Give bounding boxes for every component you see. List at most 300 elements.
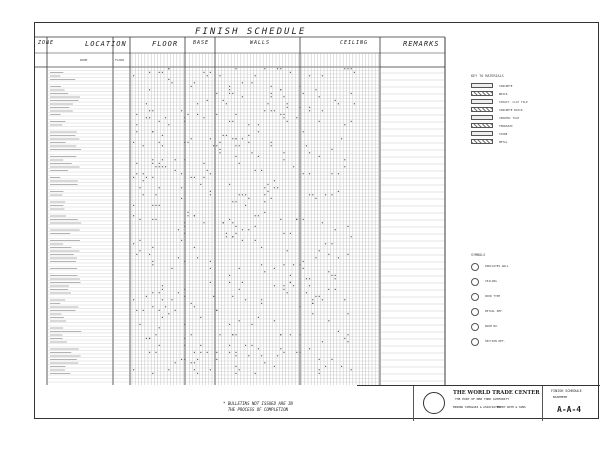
schedule-mark xyxy=(248,124,249,125)
port-authority-seal xyxy=(423,392,445,414)
schedule-mark xyxy=(271,110,272,111)
schedule-mark xyxy=(203,117,204,118)
schedule-mark xyxy=(235,138,236,139)
legend-label: BRICK xyxy=(499,92,508,96)
schedule-mark xyxy=(309,348,310,349)
schedule-mark xyxy=(344,166,345,167)
schedule-mark xyxy=(306,278,307,279)
schedule-mark xyxy=(136,310,137,311)
legend-item xyxy=(471,123,601,129)
legend-item xyxy=(471,83,601,89)
schedule-mark xyxy=(303,268,304,269)
schedule-mark xyxy=(245,299,246,300)
schedule-mark xyxy=(235,373,236,374)
schedule-mark xyxy=(194,215,195,216)
schedule-mark xyxy=(171,268,172,269)
schedule-mark xyxy=(277,355,278,356)
schedule-mark xyxy=(255,75,256,76)
schedule-mark xyxy=(207,170,208,171)
schedule-mark xyxy=(210,261,211,262)
schedule-mark xyxy=(264,187,265,188)
schedule-mark xyxy=(194,177,195,178)
subheader-floor: FLOOR xyxy=(115,58,125,62)
schedule-mark xyxy=(261,170,262,171)
schedule-mark xyxy=(207,352,208,353)
schedule-mark xyxy=(191,177,192,178)
schedule-mark xyxy=(258,215,259,216)
schedule-mark xyxy=(264,362,265,363)
schedule-mark xyxy=(299,86,300,87)
schedule-mark xyxy=(181,187,182,188)
schedule-mark xyxy=(351,93,352,94)
schedule-mark xyxy=(280,68,281,69)
schedule-mark xyxy=(248,355,249,356)
schedule-mark xyxy=(168,79,169,80)
schedule-mark xyxy=(322,341,323,342)
schedule-mark xyxy=(293,264,294,265)
schedule-mark xyxy=(235,233,236,234)
schedule-mark xyxy=(338,257,339,258)
legend-swatch xyxy=(471,139,493,144)
schedule-mark xyxy=(235,366,236,367)
schedule-mark xyxy=(152,205,153,206)
schedule-mark xyxy=(165,306,166,307)
schedule-mark xyxy=(175,362,176,363)
schedule-mark xyxy=(312,303,313,304)
schedule-mark xyxy=(194,369,195,370)
schedule-mark xyxy=(133,177,134,178)
schedule-mark xyxy=(315,296,316,297)
schedule-mark xyxy=(242,240,243,241)
schedule-mark xyxy=(223,100,224,101)
header-zone: ZONE xyxy=(38,40,55,46)
schedule-mark xyxy=(139,219,140,220)
legend-label: TERRAZZO xyxy=(499,124,513,128)
schedule-mark xyxy=(335,229,336,230)
schedule-mark xyxy=(229,86,230,87)
schedule-mark xyxy=(152,261,153,262)
schedule-mark xyxy=(351,369,352,370)
schedule-mark xyxy=(322,299,323,300)
schedule-mark xyxy=(309,107,310,108)
symbols-heading: SYMBOLS xyxy=(471,253,486,257)
schedule-mark xyxy=(271,145,272,146)
schedule-mark xyxy=(155,205,156,206)
schedule-mark xyxy=(335,278,336,279)
schedule-mark xyxy=(280,334,281,335)
schedule-mark xyxy=(219,142,220,143)
schedule-mark xyxy=(210,191,211,192)
schedule-mark xyxy=(219,149,220,150)
schedule-mark xyxy=(203,222,204,223)
schedule-mark xyxy=(159,345,160,346)
schedule-mark xyxy=(181,359,182,360)
schedule-mark xyxy=(325,366,326,367)
schedule-mark xyxy=(197,257,198,258)
symbol-item xyxy=(471,293,601,299)
schedule-mark xyxy=(290,72,291,73)
schedule-mark xyxy=(354,103,355,104)
schedule-mark xyxy=(338,331,339,332)
schedule-mark xyxy=(299,352,300,353)
schedule-mark xyxy=(267,103,268,104)
schedule-mark xyxy=(165,166,166,167)
schedule-mark xyxy=(187,215,188,216)
schedule-mark xyxy=(315,198,316,199)
schedule-mark xyxy=(245,205,246,206)
schedule-mark xyxy=(315,89,316,90)
schedule-mark xyxy=(184,359,185,360)
schedule-title: FINISH SCHEDULE xyxy=(195,27,307,37)
schedule-mark xyxy=(232,236,233,237)
legend-label: METAL xyxy=(499,140,508,144)
legend-item xyxy=(471,91,601,97)
schedule-mark xyxy=(197,373,198,374)
schedule-mark xyxy=(258,348,259,349)
schedule-mark xyxy=(191,86,192,87)
symbol-icon xyxy=(471,278,479,286)
sheet-subtitle: BASEMENT xyxy=(553,395,568,399)
schedule-mark xyxy=(319,359,320,360)
schedule-mark xyxy=(267,191,268,192)
symbol-icon xyxy=(471,263,479,271)
schedule-mark xyxy=(290,233,291,234)
schedule-mark xyxy=(239,320,240,321)
schedule-mark xyxy=(264,212,265,213)
schedule-mark xyxy=(159,327,160,328)
schedule-mark xyxy=(261,299,262,300)
schedule-mark xyxy=(271,198,272,199)
schedule-mark xyxy=(235,334,236,335)
legend-swatch xyxy=(471,131,493,136)
schedule-mark xyxy=(229,282,230,283)
schedule-mark xyxy=(303,93,304,94)
schedule-mark xyxy=(331,359,332,360)
schedule-mark xyxy=(293,285,294,286)
schedule-mark xyxy=(242,229,243,230)
schedule-mark xyxy=(191,334,192,335)
schedule-mark xyxy=(223,135,224,136)
schedule-mark xyxy=(139,250,140,251)
symbol-item xyxy=(471,308,601,314)
schedule-mark xyxy=(306,292,307,293)
schedule-mark xyxy=(143,194,144,195)
schedule-mark xyxy=(168,124,169,125)
schedule-mark xyxy=(184,345,185,346)
schedule-mark xyxy=(184,324,185,325)
schedule-mark xyxy=(152,373,153,374)
schedule-mark xyxy=(226,233,227,234)
schedule-mark xyxy=(181,110,182,111)
schedule-mark xyxy=(242,96,243,97)
schedule-mark xyxy=(264,201,265,202)
schedule-mark xyxy=(261,355,262,356)
schedule-mark xyxy=(299,334,300,335)
legend-label: CONCRETE BLOCK xyxy=(499,108,523,112)
schedule-mark xyxy=(155,194,156,195)
schedule-mark xyxy=(290,334,291,335)
schedule-mark xyxy=(331,194,332,195)
schedule-mark xyxy=(210,72,211,73)
schedule-mark xyxy=(242,194,243,195)
schedule-mark xyxy=(159,142,160,143)
schedule-mark xyxy=(181,173,182,174)
schedule-mark xyxy=(143,173,144,174)
schedule-mark xyxy=(181,198,182,199)
schedule-mark xyxy=(159,292,160,293)
schedule-mark xyxy=(277,187,278,188)
schedule-mark xyxy=(216,114,217,115)
schedule-mark xyxy=(341,366,342,367)
schedule-mark xyxy=(146,177,147,178)
schedule-mark xyxy=(203,177,204,178)
schedule-mark xyxy=(277,68,278,69)
header-location: LOCATION xyxy=(85,40,127,48)
schedule-mark xyxy=(184,261,185,262)
schedule-mark xyxy=(159,187,160,188)
schedule-mark xyxy=(274,180,275,181)
schedule-mark xyxy=(248,229,249,230)
schedule-mark xyxy=(219,334,220,335)
schedule-mark xyxy=(319,250,320,251)
schedule-mark xyxy=(162,159,163,160)
symbol-label: SECTION REF. xyxy=(485,339,506,343)
schedule-mark xyxy=(136,124,137,125)
symbol-item xyxy=(471,278,601,284)
schedule-mark xyxy=(197,114,198,115)
schedule-mark xyxy=(152,163,153,164)
schedule-mark xyxy=(261,264,262,265)
schedule-mark xyxy=(229,275,230,276)
schedule-mark xyxy=(184,289,185,290)
schedule-mark xyxy=(139,324,140,325)
schedule-mark xyxy=(216,352,217,353)
schedule-mark xyxy=(162,299,163,300)
schedule-mark xyxy=(216,359,217,360)
schedule-mark xyxy=(296,117,297,118)
schedule-mark xyxy=(271,93,272,94)
symbol-label: CEILING xyxy=(485,279,497,283)
schedule-mark xyxy=(235,226,236,227)
legend-item xyxy=(471,131,601,137)
schedule-mark xyxy=(328,320,329,321)
schedule-mark xyxy=(248,142,249,143)
schedule-mark xyxy=(184,222,185,223)
schedule-mark xyxy=(258,131,259,132)
schedule-mark xyxy=(274,366,275,367)
schedule-mark xyxy=(319,96,320,97)
schedule-mark xyxy=(296,352,297,353)
schedule-mark xyxy=(139,187,140,188)
schedule-mark xyxy=(200,345,201,346)
schedule-mark xyxy=(184,121,185,122)
schedule-mark xyxy=(354,72,355,73)
legend-heading: KEY TO MATERIALS xyxy=(471,74,504,78)
schedule-mark xyxy=(178,257,179,258)
schedule-mark xyxy=(239,194,240,195)
schedule-mark xyxy=(331,243,332,244)
schedule-mark xyxy=(219,152,220,153)
schedule-mark xyxy=(283,96,284,97)
schedule-mark xyxy=(194,247,195,248)
symbol-item xyxy=(471,338,601,344)
schedule-mark xyxy=(159,121,160,122)
schedule-mark xyxy=(194,352,195,353)
schedule-mark xyxy=(162,285,163,286)
schedule-mark xyxy=(309,278,310,279)
schedule-mark xyxy=(159,166,160,167)
schedule-mark xyxy=(338,173,339,174)
schedule-mark xyxy=(283,352,284,353)
schedule-mark xyxy=(133,215,134,216)
schedule-mark xyxy=(293,166,294,167)
schedule-mark xyxy=(162,166,163,167)
schedule-mark xyxy=(155,219,156,220)
schedule-mark xyxy=(258,124,259,125)
schedule-mark xyxy=(239,268,240,269)
schedule-mark xyxy=(133,142,134,143)
schedule-mark xyxy=(168,369,169,370)
schedule-mark xyxy=(319,369,320,370)
schedule-mark xyxy=(347,68,348,69)
sheet-id-box xyxy=(542,386,601,421)
schedule-mark xyxy=(255,373,256,374)
schedule-mark xyxy=(261,247,262,248)
schedule-mark xyxy=(219,75,220,76)
schedule-mark xyxy=(210,282,211,283)
schedule-mark xyxy=(200,352,201,353)
schedule-mark xyxy=(232,334,233,335)
symbol-label: DOOR TYPE xyxy=(485,294,501,298)
legend-swatch xyxy=(471,91,493,96)
schedule-mark xyxy=(287,103,288,104)
schedule-mark xyxy=(319,156,320,157)
schedule-mark xyxy=(261,303,262,304)
schedule-mark xyxy=(162,145,163,146)
schedule-mark xyxy=(194,362,195,363)
schedule-mark xyxy=(274,285,275,286)
architect-1: MINORU YAMASAKI & ASSOCIATES xyxy=(453,405,501,409)
schedule-mark xyxy=(287,250,288,251)
schedule-mark xyxy=(149,338,150,339)
schedule-mark xyxy=(335,100,336,101)
schedule-mark xyxy=(274,320,275,321)
schedule-mark xyxy=(235,352,236,353)
schedule-mark xyxy=(149,89,150,90)
schedule-mark xyxy=(248,135,249,136)
schedule-mark xyxy=(351,121,352,122)
schedule-mark xyxy=(309,285,310,286)
schedule-mark xyxy=(162,317,163,318)
schedule-mark xyxy=(309,194,310,195)
header-remarks: REMARKS xyxy=(403,40,440,48)
schedule-mark xyxy=(152,219,153,220)
schedule-mark xyxy=(264,68,265,69)
schedule-mark xyxy=(242,138,243,139)
schedule-mark xyxy=(283,264,284,265)
schedule-mark xyxy=(194,82,195,83)
legend-item xyxy=(471,107,601,113)
schedule-mark xyxy=(229,93,230,94)
schedule-mark xyxy=(299,306,300,307)
schedule-mark xyxy=(299,264,300,265)
schedule-mark xyxy=(197,359,198,360)
schedule-mark xyxy=(235,114,236,115)
schedule-mark xyxy=(210,369,211,370)
schedule-mark xyxy=(146,117,147,118)
schedule-mark xyxy=(306,145,307,146)
project-name: THE WORLD TRADE CENTER xyxy=(453,390,540,396)
schedule-mark xyxy=(344,159,345,160)
legend-label: CONCRETE xyxy=(499,84,513,88)
schedule-mark xyxy=(274,268,275,269)
schedule-mark xyxy=(223,222,224,223)
schedule-mark xyxy=(194,306,195,307)
symbol-icon xyxy=(471,338,479,346)
schedule-mark xyxy=(203,72,204,73)
schedule-mark xyxy=(187,142,188,143)
schedule-mark xyxy=(191,138,192,139)
legend-item xyxy=(471,115,601,121)
schedule-mark xyxy=(143,145,144,146)
symbol-item xyxy=(471,323,601,329)
schedule-mark xyxy=(149,254,150,255)
schedule-mark xyxy=(255,170,256,171)
schedule-mark xyxy=(175,310,176,311)
schedule-mark xyxy=(258,317,259,318)
schedule-mark xyxy=(152,306,153,307)
schedule-mark xyxy=(344,68,345,69)
schedule-mark xyxy=(328,254,329,255)
schedule-mark xyxy=(184,233,185,234)
schedule-mark xyxy=(149,117,150,118)
schedule-mark xyxy=(322,222,323,223)
schedule-mark xyxy=(184,226,185,227)
schedule-mark xyxy=(338,103,339,104)
schedule-mark xyxy=(146,103,147,104)
revisions-box xyxy=(357,386,414,421)
schedule-mark xyxy=(133,205,134,206)
schedule-mark xyxy=(274,110,275,111)
schedule-mark xyxy=(287,121,288,122)
schedule-mark xyxy=(331,275,332,276)
schedule-mark xyxy=(175,159,176,160)
schedule-mark xyxy=(149,352,150,353)
schedule-mark xyxy=(133,75,134,76)
schedule-mark xyxy=(280,348,281,349)
schedule-mark xyxy=(319,373,320,374)
schedule-mark xyxy=(136,173,137,174)
schedule-mark xyxy=(200,184,201,185)
legend-swatch xyxy=(471,115,493,120)
legend-swatch xyxy=(471,83,493,88)
schedule-mark xyxy=(216,310,217,311)
schedule-mark xyxy=(159,163,160,164)
schedule-mark xyxy=(251,152,252,153)
schedule-mark xyxy=(271,142,272,143)
schedule-mark xyxy=(312,194,313,195)
header-floor: FLOOR xyxy=(152,40,179,48)
schedule-mark xyxy=(309,152,310,153)
schedule-mark xyxy=(251,345,252,346)
schedule-mark xyxy=(347,226,348,227)
schedule-mark xyxy=(245,345,246,346)
schedule-mark xyxy=(216,145,217,146)
schedule-mark xyxy=(235,156,236,157)
schedule-mark xyxy=(344,299,345,300)
schedule-mark xyxy=(283,152,284,153)
schedule-mark xyxy=(328,271,329,272)
